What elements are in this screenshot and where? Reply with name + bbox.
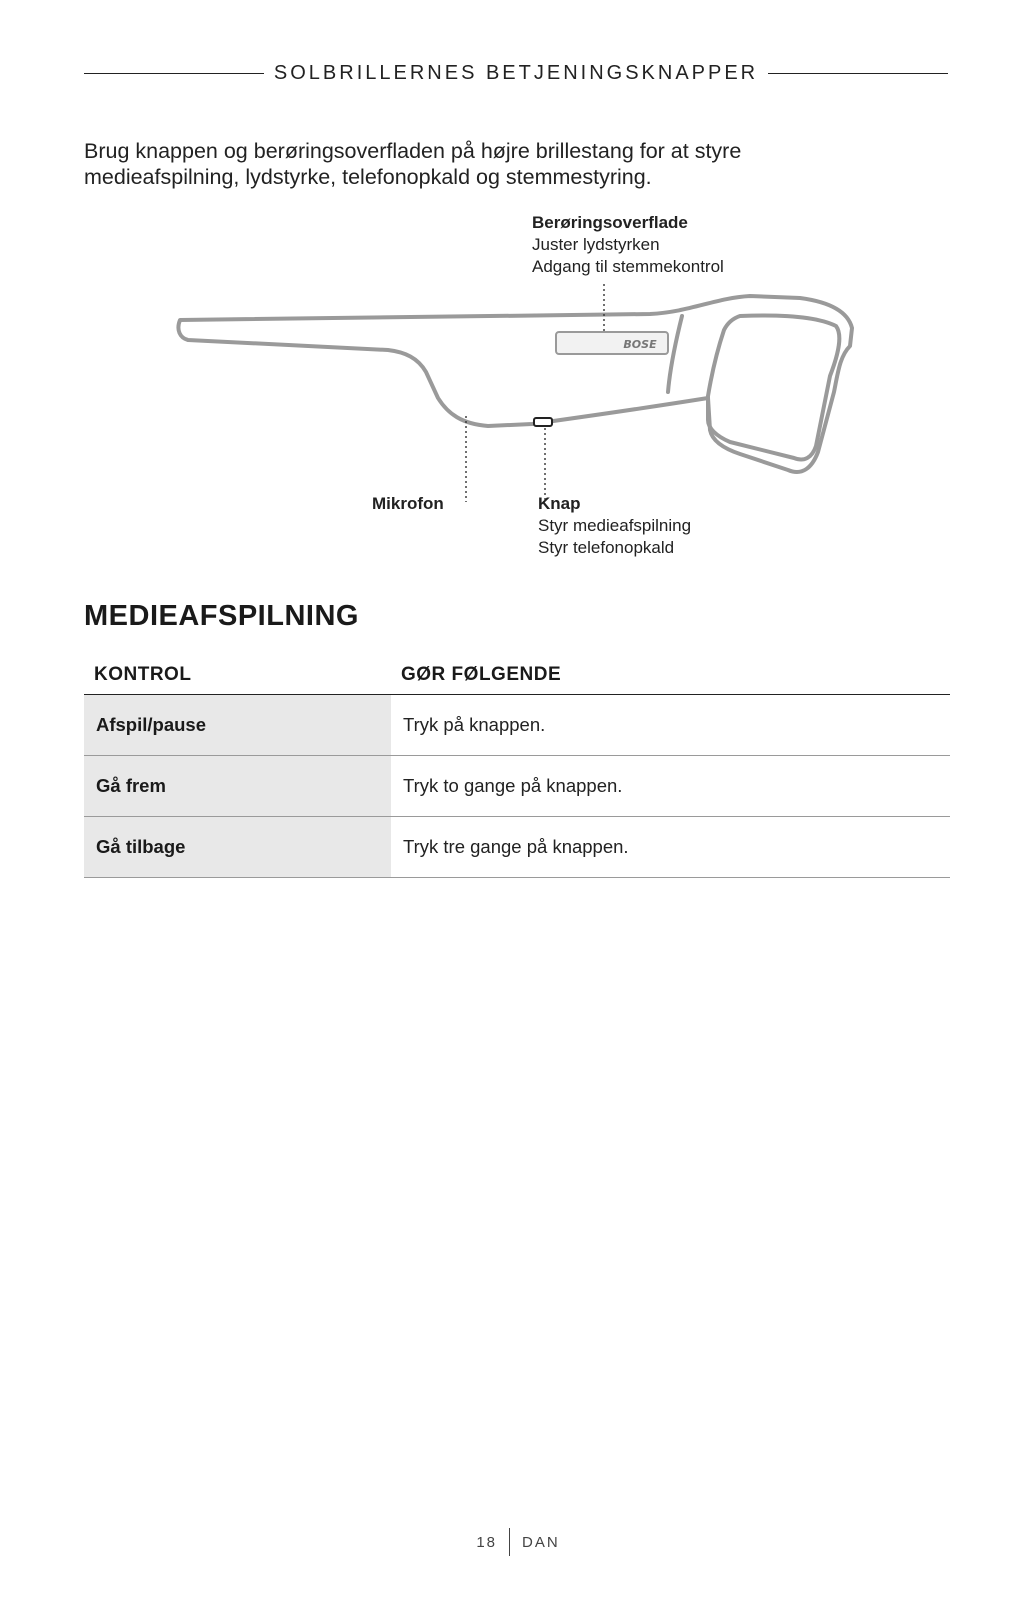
page-footer: [0, 1527, 1036, 1557]
intro-paragraph: [84, 138, 844, 190]
touch-surface-line-2: Adgang til stemmekontrol: [532, 257, 724, 276]
lens-frame-inner: [668, 316, 682, 392]
control-button-shape: [534, 418, 552, 426]
header-title: SOLBRILLERNES BETJENINGSKNAPPER: [273, 61, 759, 84]
table-cell-action: Tryk på knappen.: [391, 695, 950, 756]
button-title: Knap: [538, 494, 581, 513]
table-header-action: GØR FØLGENDE: [391, 658, 950, 695]
table-cell-action: Tryk tre gange på knappen.: [391, 817, 950, 878]
table-header-row: [84, 658, 950, 695]
touch-surface-callout: [532, 212, 724, 278]
sunglasses-illustration: [0, 200, 1036, 580]
microphone-title: Mikrofon: [372, 494, 444, 513]
footer-divider: [509, 1528, 510, 1556]
button-callout: [538, 493, 691, 559]
section-title: MEDIEAFSPILNING: [84, 600, 359, 632]
language-code: DAN: [522, 1533, 560, 1551]
table-row: [84, 695, 950, 756]
lens-outline: [708, 315, 839, 459]
sunglasses-diagram: [0, 200, 1036, 580]
button-line-2: Styr telefonopkald: [538, 538, 675, 557]
controls-table: [84, 658, 950, 878]
table-cell-control: Gå frem: [84, 756, 391, 817]
page-number: 18: [476, 1533, 497, 1551]
header-rule-left: [84, 73, 264, 74]
intro-line-2: medieafspilning, lydstyrke, telefonopkald og stemmestyring.: [84, 165, 652, 189]
header-rule-right: [768, 73, 948, 74]
table-row: [84, 817, 950, 878]
button-line-1: Styr medieafspilning: [538, 516, 692, 535]
microphone-callout: [372, 493, 444, 515]
table-cell-control: Gå tilbage: [84, 817, 391, 878]
touch-surface-line-1: Juster lydstyrken: [532, 235, 660, 254]
page-header: [84, 58, 948, 88]
intro-line-1: Brug knappen og berøringsoverfladen på højre brillestang for at styre: [84, 139, 742, 163]
table-row: [84, 756, 950, 817]
table-header-control: KONTROL: [84, 658, 391, 695]
bose-logo-text: BOSE: [623, 338, 657, 351]
table-cell-control: Afspil/pause: [84, 695, 391, 756]
table-cell-action: Tryk to gange på knappen.: [391, 756, 950, 817]
touch-surface-title: Berøringsoverflade: [532, 213, 688, 232]
